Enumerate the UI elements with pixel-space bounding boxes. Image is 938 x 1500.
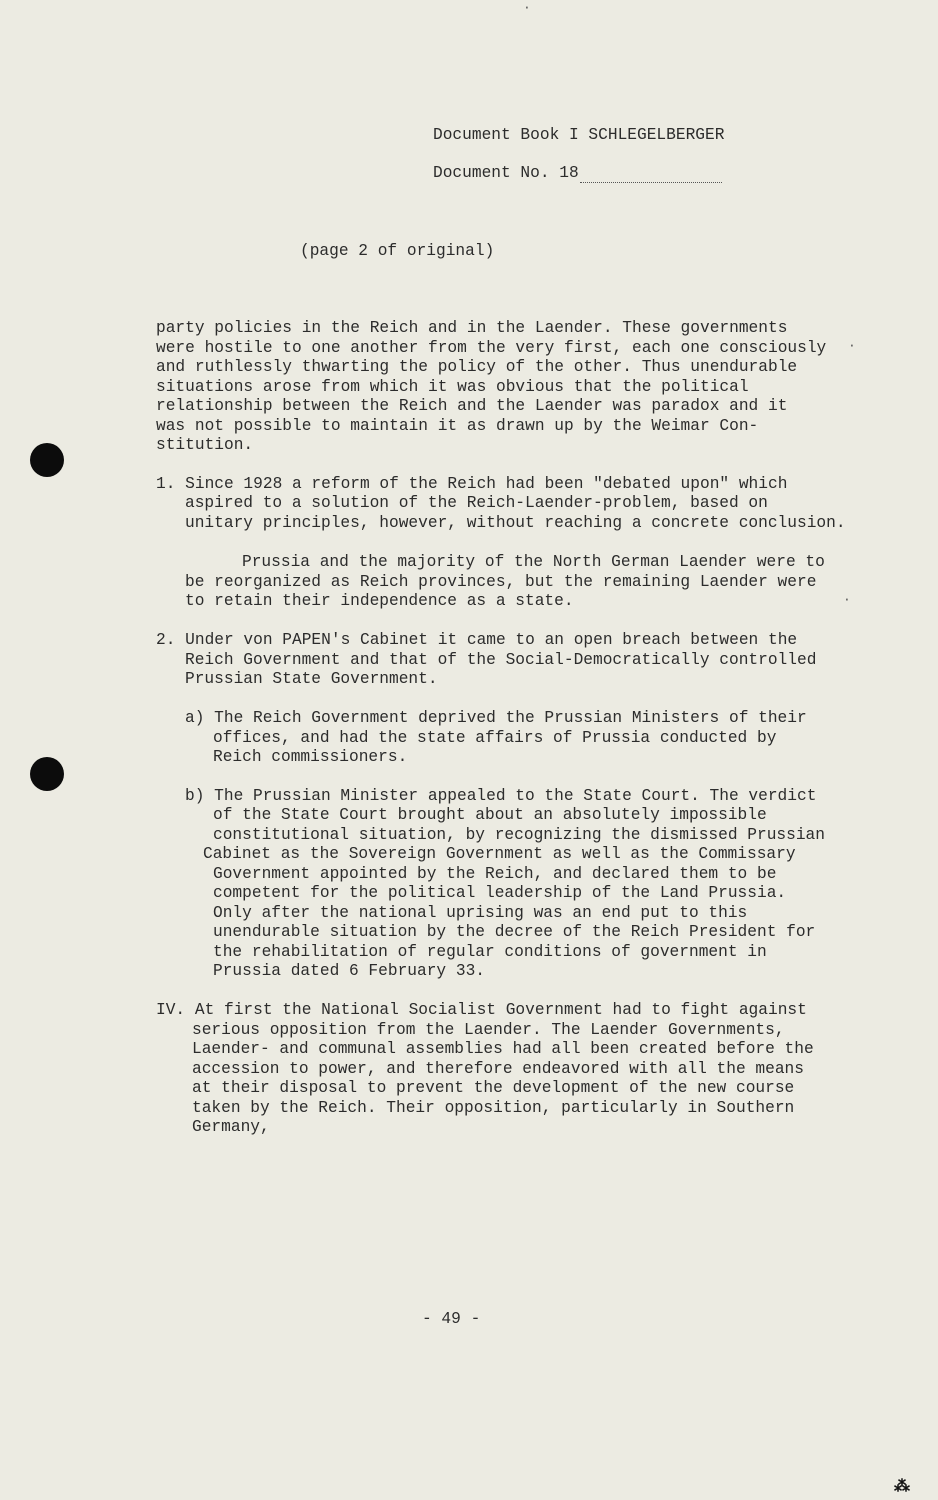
text-line: be reorganized as Reich provinces, but the remaining Laender were xyxy=(185,573,817,591)
page-number: - 49 - xyxy=(422,1310,481,1328)
text-line: unendurable situation by the decree of the Reich President for xyxy=(213,923,816,941)
text-line: Government appointed by the Reich, and declared them to be xyxy=(213,865,777,883)
document-number: Document No. 18 xyxy=(433,164,579,182)
text-line: serious opposition from the Laender. The Laender Governments, xyxy=(192,1021,785,1039)
text-line: Only after the national uprising was an end put to this xyxy=(213,904,748,922)
text-line: were hostile to one another from the very first, each one consciously xyxy=(156,339,827,357)
text-line: 2. Under von PAPEN's Cabinet it came to an open breach between the xyxy=(156,631,798,649)
text-line: a) The Reich Government deprived the Prussian Ministers of their xyxy=(185,709,807,727)
speck-mark: · xyxy=(848,338,856,353)
text-line: Cabinet as the Sovereign Government as well as the Commissary xyxy=(203,845,796,863)
text-line: Germany, xyxy=(192,1118,270,1136)
text-line: constitutional situation, by recognizing the dismissed Prussian xyxy=(213,826,825,844)
text-line: 1. Since 1928 a reform of the Reich had been "debated upon" which xyxy=(156,475,788,493)
text-line: Prussia dated 6 February 33. xyxy=(213,962,485,980)
text-line: b) The Prussian Minister appealed to the State Court. The verdict xyxy=(185,787,817,805)
document-book-title: Document Book I SCHLEGELBERGER xyxy=(433,126,725,144)
corner-ink-mark-icon: ⁂ xyxy=(894,1478,910,1496)
speck-mark: · xyxy=(523,0,531,15)
text-line: IV. At first the National Socialist Government had to fight against xyxy=(156,1001,807,1019)
text-line: situations arose from which it was obvious that the political xyxy=(156,378,749,396)
text-line: party policies in the Reich and in the Laender. These governments xyxy=(156,319,788,337)
text-line: taken by the Reich. Their opposition, particularly in Southern xyxy=(192,1099,795,1117)
punch-hole-bottom xyxy=(30,757,64,791)
text-line: Reich commissioners. xyxy=(213,748,408,766)
text-line: relationship between the Reich and the Laender was paradox and it xyxy=(156,397,788,415)
text-line: was not possible to maintain it as drawn up by the Weimar Con- xyxy=(156,417,759,435)
page-of-original-note: (page 2 of original) xyxy=(300,242,495,260)
text-line: unitary principles, however, without reaching a concrete conclusion. xyxy=(185,514,846,532)
text-line: of the State Court brought about an absolutely impossible xyxy=(213,806,767,824)
text-line: the rehabilitation of regular conditions of government in xyxy=(213,943,767,961)
text-line: offices, and had the state affairs of Prussia conducted by xyxy=(213,729,777,747)
text-line: Laender- and communal assemblies had all been created before the xyxy=(192,1040,814,1058)
text-line: Prussia and the majority of the North German Laender were to xyxy=(242,553,825,571)
text-line: to retain their independence as a state. xyxy=(185,592,574,610)
speck-mark: · xyxy=(843,592,851,607)
document-number-underline xyxy=(580,182,722,183)
text-line: stitution. xyxy=(156,436,254,454)
text-line: aspired to a solution of the Reich-Laender-problem, based on xyxy=(185,494,768,512)
text-line: accession to power, and therefore endeavored with all the means xyxy=(192,1060,804,1078)
text-line: competent for the political leadership of the Land Prussia. xyxy=(213,884,787,902)
text-line: Prussian State Government. xyxy=(185,670,438,688)
punch-hole-top xyxy=(30,443,64,477)
text-line: Reich Government and that of the Social-Democratically controlled xyxy=(185,651,817,669)
text-line: at their disposal to prevent the development of the new course xyxy=(192,1079,795,1097)
text-line: and ruthlessly thwarting the policy of the other. Thus unendurable xyxy=(156,358,798,376)
